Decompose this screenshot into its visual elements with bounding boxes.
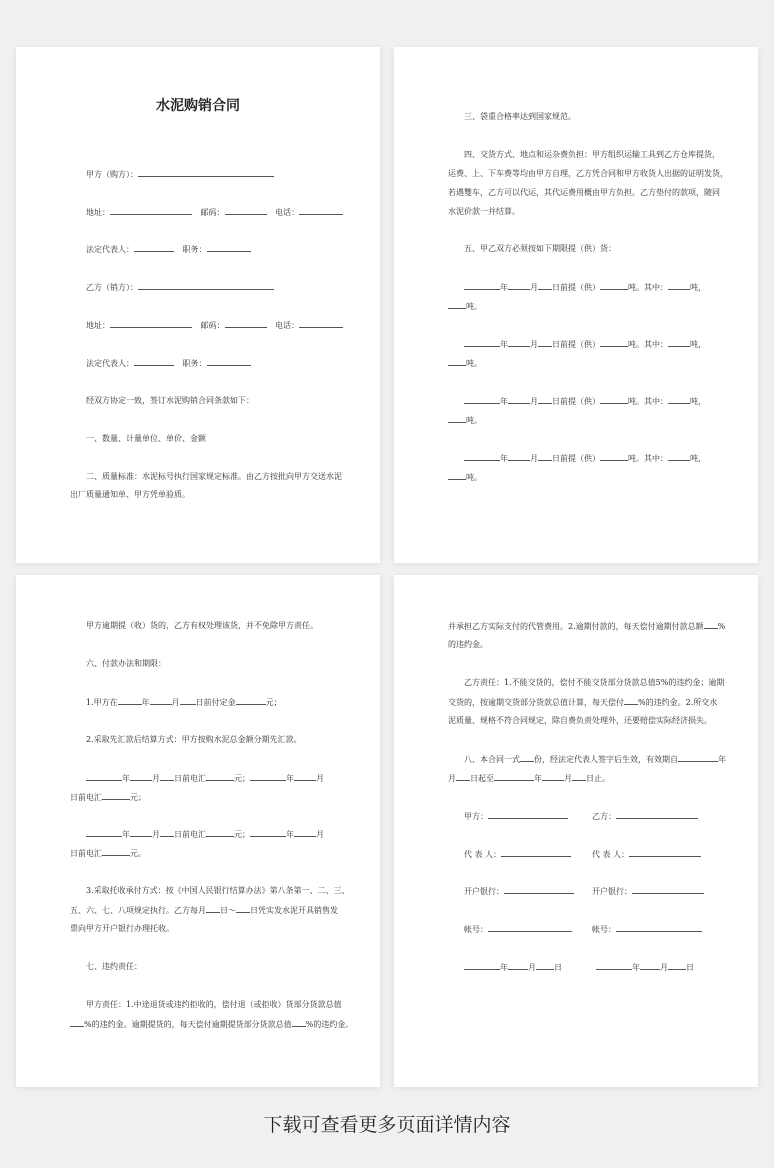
blank xyxy=(180,697,196,705)
blank xyxy=(206,905,220,913)
year-label: 年 xyxy=(500,340,508,349)
blank xyxy=(464,962,500,970)
clause-8-line-2 xyxy=(448,773,610,784)
deliver-label: 日前提（供） xyxy=(552,397,600,406)
clause-8-text: 份，经法定代表人签字后生效，有效期自 xyxy=(534,755,678,764)
blank xyxy=(236,697,266,705)
legal-rep-line-1 xyxy=(86,244,251,255)
address-line-2 xyxy=(86,320,343,331)
download-more-caption: 下载可查看更多页面详情内容 xyxy=(263,1114,511,1136)
year-label: 年 xyxy=(286,774,294,783)
remit-day-label: 日前电汇 xyxy=(70,849,102,858)
agreement-intro: 经双方协定一致，签订水泥购销合同条款如下： xyxy=(86,396,254,405)
blank xyxy=(225,207,267,215)
blank xyxy=(668,339,690,347)
page4-line-2: 的违约金。 xyxy=(448,640,488,649)
blank xyxy=(501,849,571,857)
year-label: 年 xyxy=(122,774,130,783)
blank xyxy=(616,811,698,819)
blank xyxy=(292,1019,306,1027)
phone-label: 电话： xyxy=(275,208,300,217)
blank xyxy=(632,886,704,894)
legal-rep-label: 法定代表人： xyxy=(86,359,134,368)
ton-label: 吨， xyxy=(690,397,706,406)
clause-8-line-1 xyxy=(464,754,726,765)
yuan-label: 元； xyxy=(265,698,282,707)
schedule-row-3 xyxy=(464,396,706,407)
party-a-account xyxy=(464,924,572,935)
buyer-liability-line-2 xyxy=(70,1019,353,1030)
schedule-row-2-cont xyxy=(448,358,482,369)
blank xyxy=(538,396,552,404)
month-label: 月 xyxy=(316,830,324,839)
phone-label: 电话： xyxy=(275,321,300,330)
schedule-row-4 xyxy=(464,453,706,464)
year-label: 年 xyxy=(718,755,726,764)
deliver-label: 日前提（供） xyxy=(552,340,600,349)
blank xyxy=(624,697,638,705)
remit-row-1 xyxy=(86,773,324,784)
seller-liability-line-2 xyxy=(448,697,717,708)
seller-liability-line-1: 乙方责任：1.不能交货的，偿付不能交货部分货款总值5%的违约金；逾期 xyxy=(464,678,725,687)
account-label: 帐号： xyxy=(464,925,488,934)
blank xyxy=(640,962,660,970)
day-range-label: 日～ xyxy=(220,906,236,915)
seller-line xyxy=(86,282,274,293)
blank xyxy=(206,829,234,837)
ton-label: 吨。其中： xyxy=(628,283,668,292)
blank xyxy=(464,282,500,290)
liability-text: 并承担乙方实际支付的代管费用。2.逾期付款的，每天偿付逾期付款总额 xyxy=(448,622,704,631)
blank xyxy=(668,453,690,461)
blank xyxy=(160,829,174,837)
deposit-day-label: 日前付定金 xyxy=(195,698,236,707)
position-label: 职务： xyxy=(182,245,207,254)
blank xyxy=(678,754,718,762)
blank xyxy=(299,207,343,215)
year-label: 年 xyxy=(500,963,508,972)
clause-7-heading: 七、违约责任： xyxy=(86,962,142,971)
party-a-bank xyxy=(464,886,574,897)
year-label: 年 xyxy=(500,454,508,463)
party-b-account xyxy=(592,924,702,935)
collection-line-3: 票向甲方开户银行办理托收。 xyxy=(70,924,174,933)
clause-1-heading: 一、数量、计量单位、单价、金额 xyxy=(86,434,206,443)
clause-4-line-3: 若遇雙车，乙方可以代运，其代运费用概由甲方负担。乙方垫付的款项，随同 xyxy=(448,188,720,197)
liability-text: %的违约金。逾期提货的，每天偿付逾期提货部分货款总值 xyxy=(84,1020,292,1029)
schedule-row-3-cont xyxy=(448,415,482,426)
month-label: 月 xyxy=(564,774,572,783)
blank xyxy=(206,773,234,781)
blank xyxy=(538,282,552,290)
month-label: 月 xyxy=(528,963,536,972)
buyer-label: 甲方（购方）： xyxy=(86,170,138,179)
party-a-signature xyxy=(464,811,568,822)
clause-2-line-1: 二、质量标准：水泥标号执行国家规定标准。由乙方按批向甲方交送水泥 xyxy=(86,472,342,481)
clause-4-line-4: 水泥价款一并结算。 xyxy=(448,207,520,216)
blank xyxy=(504,886,574,894)
liability-text: %的违约金。2.所交水 xyxy=(638,698,718,707)
percent-label: % xyxy=(717,622,726,631)
month-label: 月 xyxy=(530,397,538,406)
postcode-label: 邮码： xyxy=(200,208,225,217)
ton-label: 吨。其中： xyxy=(628,340,668,349)
ton-label: 吨。 xyxy=(466,416,482,425)
blank xyxy=(299,320,343,328)
blank xyxy=(207,358,251,366)
seller-label: 乙方（销方）： xyxy=(86,283,138,292)
rep-label: 代 表 人： xyxy=(464,850,502,859)
ton-label: 吨。其中： xyxy=(628,454,668,463)
deposit-line xyxy=(86,697,282,708)
party-b-rep xyxy=(592,849,701,860)
blank xyxy=(294,773,316,781)
schedule-row-4-cont xyxy=(448,472,482,483)
clause-8-text: 日起至 xyxy=(470,774,494,783)
party-a-rep xyxy=(464,849,571,860)
blank xyxy=(488,811,568,819)
blank xyxy=(134,244,174,252)
blank xyxy=(86,773,122,781)
blank xyxy=(448,301,466,309)
year-label: 年 xyxy=(141,698,150,707)
year-label: 年 xyxy=(534,774,542,783)
deliver-label: 日前提（供） xyxy=(552,283,600,292)
collection-text: 日凭实发水泥开具销售发 xyxy=(250,906,338,915)
clause-6-heading: 六、付款办法和期限： xyxy=(86,659,166,668)
legal-rep-label: 法定代表人： xyxy=(86,245,134,254)
yuan-label: 元； xyxy=(234,830,250,839)
year-label: 年 xyxy=(500,397,508,406)
blank xyxy=(448,358,466,366)
remit-row-1-cont xyxy=(70,792,146,803)
blank xyxy=(134,358,174,366)
blank xyxy=(508,396,530,404)
page3-line-1: 甲方逾期提（收）货的，乙方有权处理该货，并不免除甲方责任。 xyxy=(86,621,318,630)
party-a-label: 甲方： xyxy=(464,812,488,821)
blank xyxy=(488,924,572,932)
remit-row-2 xyxy=(86,829,324,840)
blank xyxy=(207,244,251,252)
ton-label: 吨， xyxy=(690,283,706,292)
party-b-label: 乙方： xyxy=(592,812,616,821)
deliver-label: 日前提（供） xyxy=(552,454,600,463)
blank xyxy=(250,829,286,837)
postcode-label: 邮码： xyxy=(200,321,225,330)
blank xyxy=(448,472,466,480)
month-label: 月 xyxy=(171,698,180,707)
blank xyxy=(520,754,534,762)
liability-text: %的违约金。 xyxy=(305,1020,354,1029)
blank xyxy=(110,207,192,215)
contract-title: 水泥购销合同 xyxy=(156,98,240,114)
yuan-label: 元； xyxy=(130,793,146,802)
address-line-1 xyxy=(86,207,343,218)
blank xyxy=(600,396,628,404)
blank xyxy=(508,339,530,347)
blank xyxy=(160,773,174,781)
day-label: 日 xyxy=(686,963,694,972)
party-b-signature xyxy=(592,811,698,822)
blank xyxy=(118,697,142,705)
clause-5-heading: 五、甲乙双方必须按如下期限提（供）货： xyxy=(464,244,616,253)
blank xyxy=(225,320,267,328)
schedule-row-1 xyxy=(464,282,706,293)
clause-8-text: 日止。 xyxy=(586,774,610,783)
day-label: 日 xyxy=(554,963,562,972)
party-b-bank xyxy=(592,886,704,897)
rep-label: 代 表 人： xyxy=(592,850,630,859)
ton-label: 吨， xyxy=(690,454,706,463)
blank xyxy=(138,169,274,177)
blank xyxy=(600,339,628,347)
collection-line-2 xyxy=(70,905,338,916)
blank xyxy=(456,773,470,781)
page4-line-1 xyxy=(448,621,725,632)
account-label: 帐号： xyxy=(592,925,616,934)
blank xyxy=(668,962,686,970)
buyer-line xyxy=(86,169,274,180)
year-label: 年 xyxy=(632,963,640,972)
blank xyxy=(508,453,530,461)
year-label: 年 xyxy=(286,830,294,839)
blank xyxy=(102,848,130,856)
collection-text: 五、六、七、八项规定执行。乙方每月 xyxy=(70,906,206,915)
month-label: 月 xyxy=(152,830,160,839)
blank xyxy=(616,924,702,932)
deposit-label: 1.甲方在 xyxy=(86,698,118,707)
party-a-date xyxy=(464,962,562,973)
buyer-liability-line-1: 甲方责任：1.中途退货或违约拒收的，偿付退（或拒收）货部分货款总值 xyxy=(86,1000,342,1009)
liability-text: 交货的，按逾期交货部分货款总值计算，每天偿付 xyxy=(448,698,624,707)
month-label: 月 xyxy=(660,963,668,972)
clause-4-line-1: 四、交货方式、地点和运杂费负担：甲方组织运输工具到乙方仓库提货， xyxy=(464,150,720,159)
month-label: 月 xyxy=(530,340,538,349)
blank xyxy=(508,962,528,970)
ton-label: 吨。 xyxy=(466,359,482,368)
remit-day-label: 日前电汇 xyxy=(174,774,206,783)
document-page-3 xyxy=(16,575,380,1087)
blank xyxy=(536,962,554,970)
blank xyxy=(102,792,130,800)
ton-label: 吨。 xyxy=(466,302,482,311)
year-label: 年 xyxy=(122,830,130,839)
blank xyxy=(130,829,152,837)
address-label: 地址： xyxy=(86,321,110,330)
remit-row-2-cont xyxy=(70,848,146,859)
blank xyxy=(600,453,628,461)
blank xyxy=(138,282,274,290)
document-page-2 xyxy=(394,47,758,563)
blank xyxy=(70,1019,84,1027)
collection-line-1: 3.采取托收承付方式：按《中国人民银行结算办法》第八条第一、二、三、 xyxy=(86,886,350,895)
yuan-label: 元。 xyxy=(130,849,146,858)
document-page-1 xyxy=(16,47,380,563)
month-label: 月 xyxy=(530,283,538,292)
month-label: 月 xyxy=(316,774,324,783)
blank xyxy=(250,773,286,781)
blank xyxy=(538,453,552,461)
yuan-label: 元； xyxy=(234,774,250,783)
seller-liability-line-3: 泥质量、规格不符合同规定，除自费负责处理外，还要赔偿实际经济损失。 xyxy=(448,716,712,725)
clause-8-text: 八、本合同一式 xyxy=(464,755,520,764)
party-b-date xyxy=(596,962,694,973)
month-label: 月 xyxy=(448,774,456,783)
blank xyxy=(464,453,500,461)
blank xyxy=(600,282,628,290)
document-page-4 xyxy=(394,575,758,1087)
remit-method: 2.采取先汇款后结算方式：甲方按购水泥总金额分期先汇款。 xyxy=(86,735,302,744)
blank xyxy=(629,849,701,857)
blank xyxy=(542,773,564,781)
schedule-row-1-cont xyxy=(448,301,482,312)
blank xyxy=(294,829,316,837)
blank xyxy=(572,773,586,781)
blank xyxy=(668,282,690,290)
remit-day-label: 日前电汇 xyxy=(174,830,206,839)
blank xyxy=(508,282,530,290)
position-label: 职务： xyxy=(182,359,207,368)
blank xyxy=(464,339,500,347)
blank xyxy=(110,320,192,328)
blank xyxy=(668,396,690,404)
schedule-row-2 xyxy=(464,339,706,350)
blank xyxy=(464,396,500,404)
address-label: 地址： xyxy=(86,208,110,217)
bank-label: 开户银行： xyxy=(464,887,504,896)
remit-day-label: 日前电汇 xyxy=(70,793,102,802)
legal-rep-line-2 xyxy=(86,358,251,369)
blank xyxy=(236,905,250,913)
clause-2-line-2: 出厂质量通知单、甲方凭单验质。 xyxy=(70,490,190,499)
year-label: 年 xyxy=(500,283,508,292)
blank xyxy=(494,773,534,781)
blank xyxy=(86,829,122,837)
blank xyxy=(150,697,172,705)
clause-3: 三、袋重合格率达到国家规范。 xyxy=(464,112,576,121)
bank-label: 开户银行： xyxy=(592,887,632,896)
ton-label: 吨。 xyxy=(466,473,482,482)
blank xyxy=(704,621,718,629)
month-label: 月 xyxy=(530,454,538,463)
month-label: 月 xyxy=(152,774,160,783)
blank xyxy=(538,339,552,347)
ton-label: 吨， xyxy=(690,340,706,349)
ton-label: 吨。其中： xyxy=(628,397,668,406)
clause-4-line-2: 运费、上、下车费等均由甲方自理，乙方凭合同和甲方收货人出据的证明发货， xyxy=(448,169,728,178)
blank xyxy=(130,773,152,781)
blank xyxy=(448,415,466,423)
blank xyxy=(596,962,632,970)
